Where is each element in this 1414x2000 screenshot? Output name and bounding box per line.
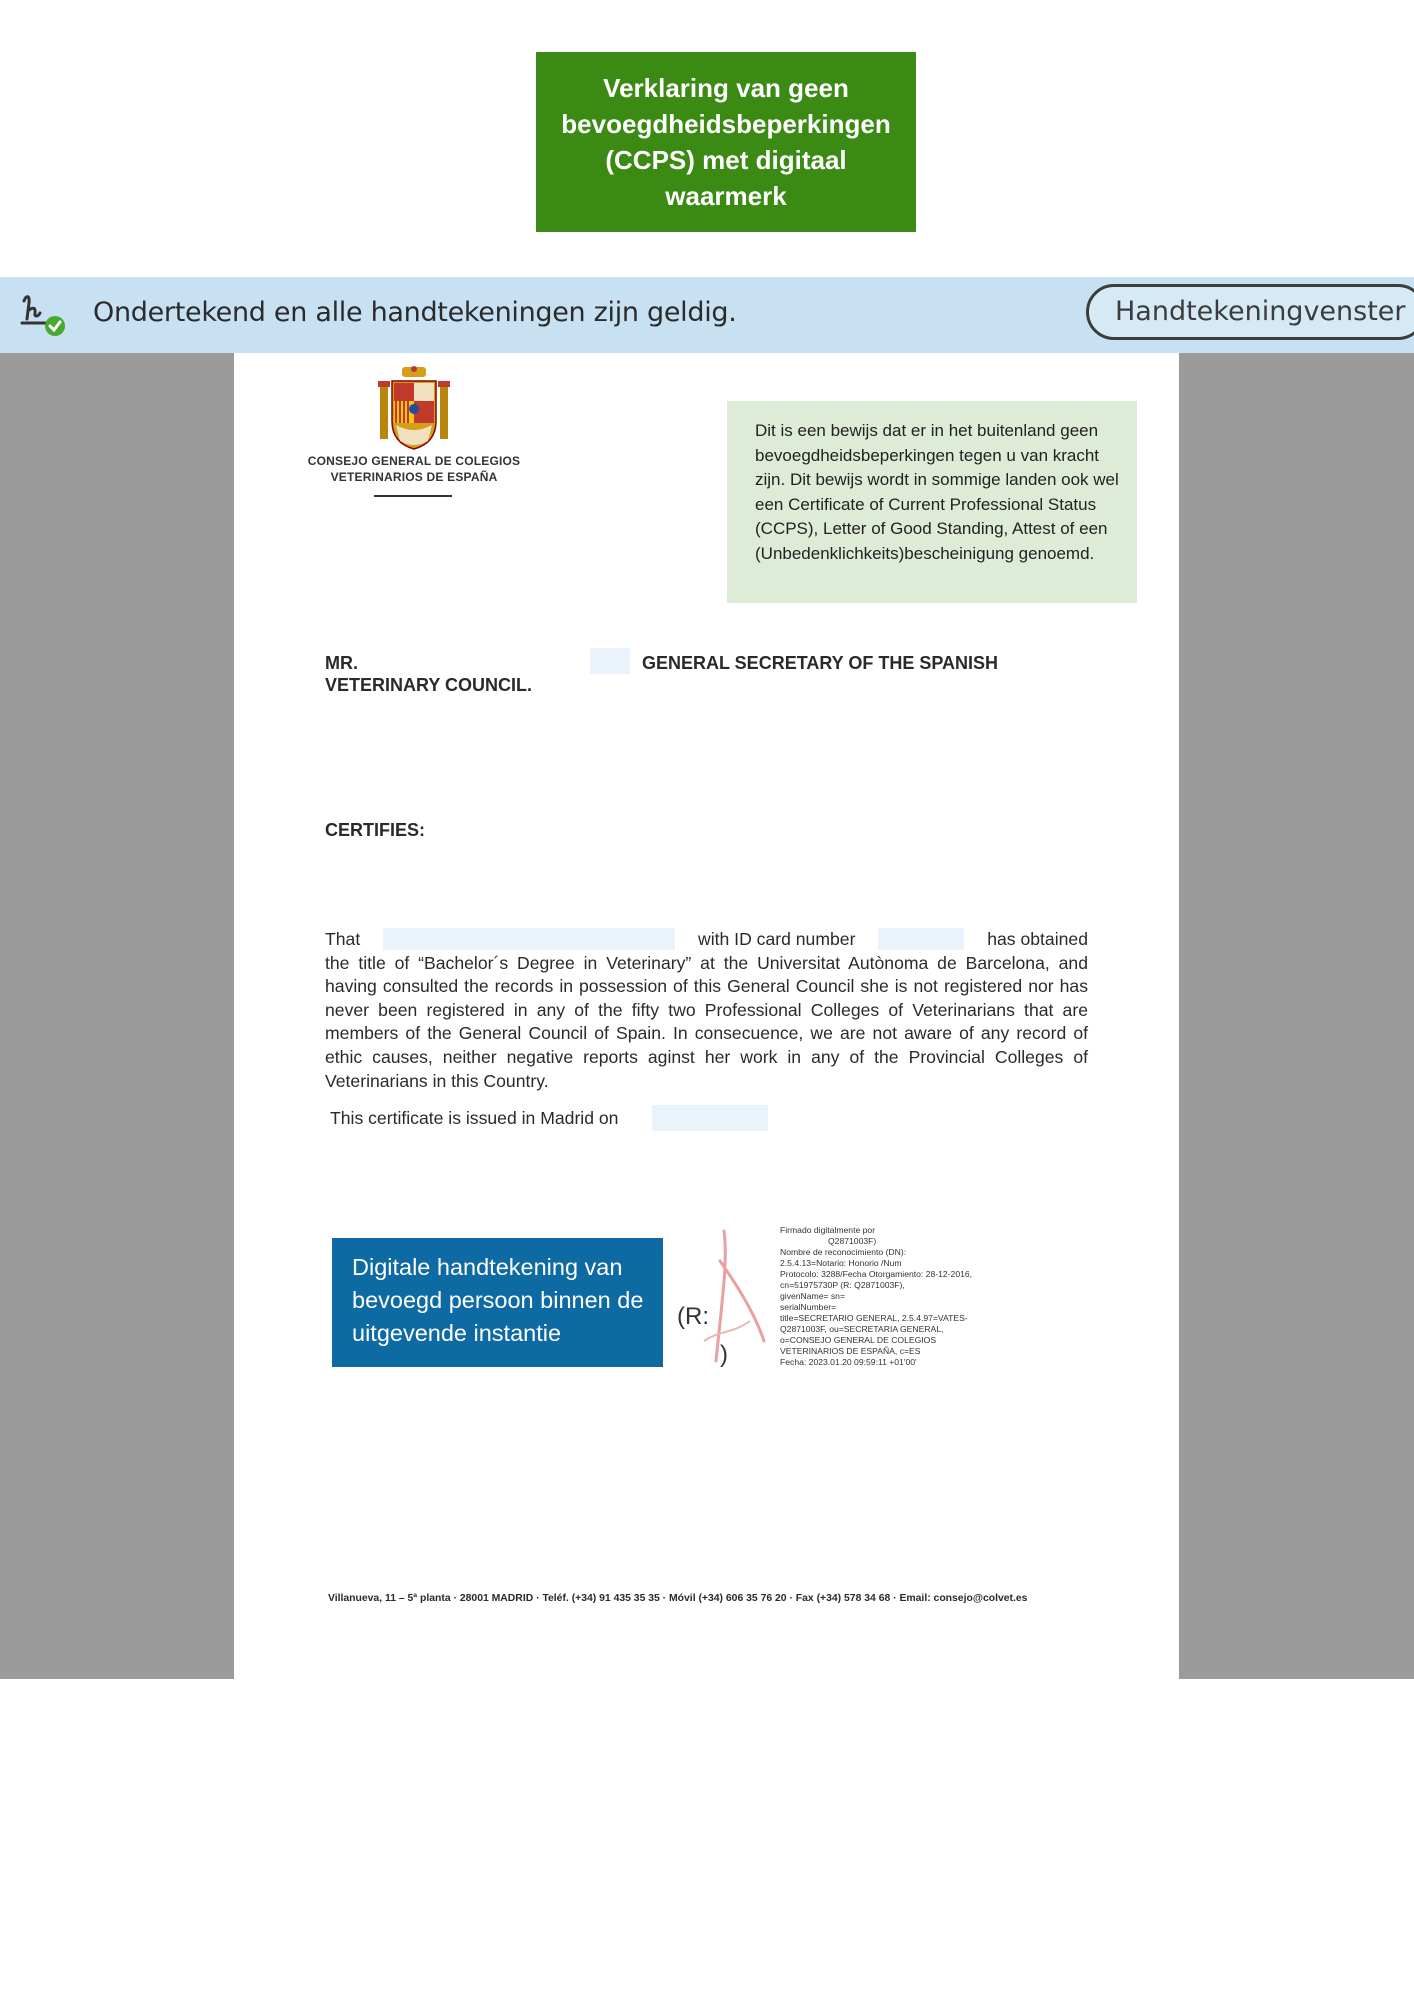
spanish-coat-of-arms-logo <box>374 365 454 453</box>
digital-signature-line: Nombre de reconocimiento (DN): <box>780 1247 907 1257</box>
organization-line-2: VETERINARIOS DE ESPAÑA <box>330 470 498 484</box>
digital-signature-line: VETERINARIOS DE ESPAÑA, c=ES <box>780 1346 921 1356</box>
signature-status-text: Ondertekend en alle handtekeningen zijn geldig. <box>93 297 737 328</box>
document-page <box>234 353 1179 1679</box>
document-footer: Villanueva, 11 – 5ª planta · 28001 MADRID · Teléf. (+34) 91 435 35 35 · Móvil (+34) 606 35 76 20 · Fax (+34) 578 34 68 · Email: consejo@colvet.es <box>328 1593 1028 1604</box>
digital-signature-note: Digitale handtekening van bevoegd persoon binnen de uitgevende instantie <box>332 1238 663 1367</box>
check-icon <box>45 316 65 336</box>
digital-signature-line: cn=51975730P (R: Q2871003F), <box>780 1280 905 1290</box>
signature-panel-button[interactable]: Handtekeningvenster <box>1086 284 1414 340</box>
signer-close-paren: ) <box>720 1341 728 1368</box>
issued-statement: This certificate is issued in Madrid on <box>330 1108 619 1128</box>
mr-label: MR. <box>325 653 358 673</box>
digital-signature-line: Fecha: 2023.01.20 09:59:11 +01'00' <box>780 1357 917 1367</box>
redacted-id-number <box>878 928 964 950</box>
redacted-name <box>590 648 630 674</box>
digital-signature-line: serialNumber= <box>780 1302 837 1312</box>
digital-signature-line: Firmado digitalmente por <box>780 1225 876 1235</box>
signature-pen-icon <box>18 289 70 341</box>
has-obtained-label: has obtained <box>987 929 1088 949</box>
digital-signature-line: title=SECRETARIO GENERAL, 2.5.4.97=VATES- <box>780 1313 968 1323</box>
digital-signature-line: givenName= sn= <box>780 1291 845 1301</box>
digital-signature-line: Protocolo: 3288/Fecha Otorgamiento: 28-12-2016, <box>780 1269 973 1279</box>
title-box <box>536 52 916 232</box>
title-text: Verklaring van geen bevoegdheidsbeperkingen (CCPS) met digitaal waarmerk <box>561 73 891 211</box>
digital-signature-line: Q2871003F) <box>828 1236 877 1246</box>
redacted-date <box>652 1105 768 1131</box>
digital-signature-line: 2.5.4.13=Notario: Honorio /Num <box>780 1258 902 1268</box>
organization-name <box>294 453 534 485</box>
digital-signature-details <box>780 1225 1010 1368</box>
organization-line-1: CONSEJO GENERAL DE COLEGIOS <box>307 454 521 468</box>
certificate-body <box>325 928 1088 1093</box>
signature-bar <box>0 277 1414 353</box>
certificate-paragraph: the title of “Bachelor´s Degree in Veterinary” at the Universitat Autònoma de Barcelona, and having consulted the records in possession of this General Council she is not registered nor has never been registered in any of the fifty two Professional Colleges of Veterinarians that are members of the General Council of Spain. In consecuence, we are not aware of any record of ethic causes, neither negative reports aginst her work in any of the Provincial Colleges of Veterinarians in this Country. <box>325 952 1088 1091</box>
signer-r-mark: (R: <box>677 1303 709 1330</box>
certifies-heading: CERTIFIES: <box>325 820 426 840</box>
digital-signature-line: Q2871003F, ou=SECRETARIA GENERAL, <box>780 1324 944 1334</box>
letterhead-divider <box>374 495 452 497</box>
digital-signature-line: o=CONSEJO GENERAL DE COLEGIOS <box>780 1335 937 1345</box>
id-card-label: with ID card number <box>698 929 856 949</box>
redacted-person-name <box>383 928 675 950</box>
veterinary-council-title: VETERINARY COUNCIL. <box>325 675 533 695</box>
handwritten-signature <box>694 1221 766 1371</box>
general-secretary-title: GENERAL SECRETARY OF THE SPANISH <box>642 653 999 673</box>
that-word: That <box>325 929 361 949</box>
certificate-first-line <box>325 928 1088 952</box>
ccps-explanation-note: Dit is een bewijs dat er in het buitenland geen bevoegdheidsbeperkingen tegen u van kracht zijn. Dit bewijs wordt in sommige landen ook wel een Certificate of Current Professional Status (CCPS), Letter of Good Standing, Attest of een (Unbedenklichkeits)bescheinigung genoemd. <box>727 401 1137 603</box>
